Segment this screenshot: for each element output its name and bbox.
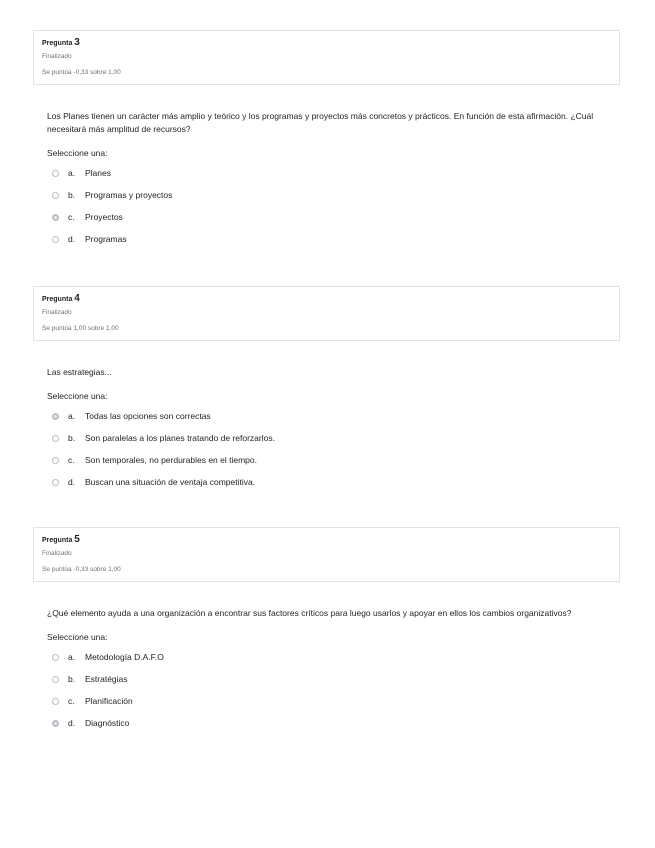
question-block: [33, 286, 620, 493]
radio-icon[interactable]: [52, 236, 59, 243]
answer-option-d[interactable]: [47, 712, 606, 734]
question-text: ¿Qué elemento ayuda a una organización a encontrar sus factores críticos para luego usarlos y apoyar en ellos los cambios organizativos?: [47, 608, 572, 618]
answer-label: Estratégias: [85, 674, 128, 684]
answer-letter: c.: [68, 455, 75, 465]
question-state: Finalizado: [42, 53, 72, 60]
answer-letter: b.: [68, 190, 76, 200]
answer-letter: d.: [68, 718, 76, 728]
answer-letter: a.: [68, 652, 76, 662]
answer-option-c[interactable]: [47, 449, 606, 471]
question-text: Las estrategias...: [47, 367, 112, 377]
question-content: [33, 366, 620, 493]
question-block: [33, 527, 620, 734]
radio-icon[interactable]: [52, 170, 59, 177]
answer-option-a[interactable]: [47, 162, 606, 184]
answer-label: Planificación: [85, 696, 133, 706]
question-block: [33, 30, 620, 250]
answer-prompt: Seleccione una:: [47, 391, 108, 401]
answer-option-a[interactable]: [47, 405, 606, 427]
question-label: Pregunta: [42, 537, 73, 544]
answer-option-b[interactable]: [47, 668, 606, 690]
answer-letter: c.: [68, 696, 75, 706]
question-label: Pregunta: [42, 40, 73, 47]
answer-list: [47, 162, 606, 250]
radio-icon[interactable]: [52, 654, 59, 661]
answer-label: Programas: [85, 234, 127, 244]
radio-icon[interactable]: [52, 676, 59, 683]
answer-option-c[interactable]: [47, 690, 606, 712]
radio-checked-icon[interactable]: [52, 214, 59, 221]
answer-label: Son paralelas a los planes tratando de reforzarlos.: [85, 433, 275, 443]
answer-label: Buscan una situación de ventaja competitiva.: [85, 477, 256, 487]
answer-letter: d.: [68, 477, 76, 487]
answer-label: Son temporales, no perdurables en el tiempo.: [85, 455, 257, 465]
question-title: [42, 294, 611, 305]
question-number: 4: [74, 293, 80, 304]
question-number: 5: [74, 534, 80, 545]
question-content: [33, 110, 620, 250]
answer-label: Planes: [85, 168, 111, 178]
question-content: [33, 607, 620, 734]
radio-icon[interactable]: [52, 435, 59, 442]
question-state: Finalizado: [42, 550, 72, 557]
answer-label: Todas las opciones son correctas: [85, 411, 211, 421]
radio-checked-icon[interactable]: [52, 720, 59, 727]
question-info: [33, 286, 620, 341]
radio-icon[interactable]: [52, 457, 59, 464]
radio-checked-icon[interactable]: [52, 413, 59, 420]
answer-label: Metodología D.A.F.O: [85, 652, 164, 662]
question-grade: Se puntúa -0,33 sobre 1,00: [42, 69, 121, 76]
answer-prompt: Seleccione una:: [47, 148, 108, 158]
question-title: [42, 535, 611, 546]
question-text: Los Planes tienen un carácter más amplio y teórico y los programas y proyectos más concretos y prácticos. En función de esta afirmación. ¿Cuál necesitará más amplitud de recursos?: [47, 111, 594, 134]
question-label: Pregunta: [42, 296, 73, 303]
question-grade: Se puntúa 1,00 sobre 1,00: [42, 325, 119, 332]
answer-letter: d.: [68, 234, 76, 244]
question-number: 3: [74, 37, 80, 48]
answer-label: Programas y proyectos: [85, 190, 173, 200]
question-grade: Se puntúa -0,33 sobre 1,00: [42, 566, 121, 573]
answer-option-b[interactable]: [47, 184, 606, 206]
answer-prompt: Seleccione una:: [47, 632, 108, 642]
answer-option-a[interactable]: [47, 646, 606, 668]
radio-icon[interactable]: [52, 479, 59, 486]
question-info: [33, 30, 620, 85]
radio-icon[interactable]: [52, 192, 59, 199]
answer-option-d[interactable]: [47, 471, 606, 493]
answer-letter: b.: [68, 674, 76, 684]
answer-option-c[interactable]: [47, 206, 606, 228]
radio-icon[interactable]: [52, 698, 59, 705]
answer-list: [47, 405, 606, 493]
question-info: [33, 527, 620, 582]
answer-letter: a.: [68, 168, 76, 178]
answer-letter: a.: [68, 411, 76, 421]
question-state: Finalizado: [42, 309, 72, 316]
answer-label: Proyectos: [85, 212, 123, 222]
question-title: [42, 38, 611, 49]
answer-list: [47, 646, 606, 734]
answer-label: Diagnóstico: [85, 718, 130, 728]
answer-letter: b.: [68, 433, 76, 443]
answer-option-d[interactable]: [47, 228, 606, 250]
answer-option-b[interactable]: [47, 427, 606, 449]
answer-letter: c.: [68, 212, 75, 222]
